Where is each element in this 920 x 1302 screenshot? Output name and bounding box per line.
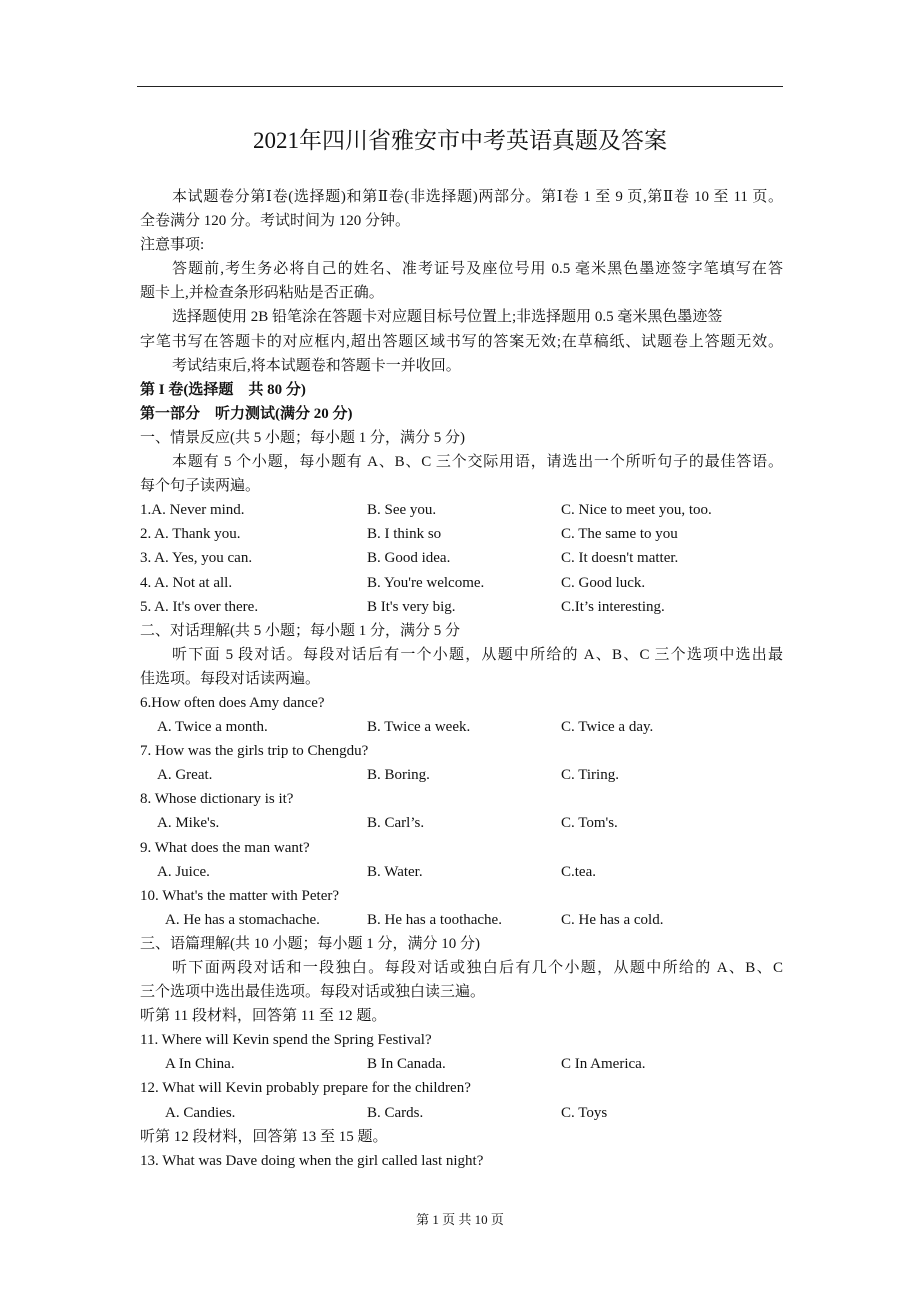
option-c: C. Toys — [561, 1104, 608, 1121]
option-a: A. Twice a month. — [157, 719, 268, 736]
question: 6.How often does Amy dance? — [140, 694, 325, 711]
intro-paragraph: 本试题卷分第Ⅰ卷(选择题)和第Ⅱ卷(非选择题)两部分。第Ⅰ卷 1 至 9 页,第Ⅱ卷 10 至 11 页。 — [172, 189, 783, 205]
option-a: 2. A. Thank you. — [140, 526, 241, 543]
section-instructions: 听下面 5 段对话。每段对话后有一个小题，从题中所给的 A、B、C 三个选项中选出最 — [172, 646, 783, 663]
option-b: B. Good idea. — [367, 550, 451, 567]
option-b: B. I think so — [367, 526, 442, 543]
option-c: C. Nice to meet you, too. — [561, 502, 712, 519]
section-instructions: 本题有 5 个小题，每小题有 A、B、C 三个交际用语，请选出一个所听句子的最佳答语。 — [172, 454, 783, 471]
page-title: 2021年四川省雅安市中考英语真题及答案 — [253, 128, 667, 153]
notice-item: 字笔书写在答题卡的对应框内,超出答题区域书写的答案无效;在草稿纸、试题卷上答题无效。 — [140, 333, 783, 350]
notice-item: 考试结束后,将本试题卷和答题卡一并收回。 — [172, 357, 461, 374]
option-a: A. Candies. — [165, 1104, 236, 1121]
option-a: A. Great. — [157, 767, 213, 784]
question: 13. What was Dave doing when the girl called last night? — [140, 1152, 484, 1169]
option-c: C.It’s interesting. — [561, 598, 665, 615]
section-heading: 二、对话理解(共 5 小题；每小题 1 分，满分 5 分 — [140, 622, 460, 639]
option-b: B It's very big. — [367, 598, 456, 615]
options-row — [140, 715, 783, 739]
section-heading: 一、情景反应(共 5 小题；每小题 1 分，满分 5 分) — [140, 429, 465, 446]
option-c: C. The same to you — [561, 526, 678, 543]
option-b: B. Water. — [367, 863, 423, 880]
options-row — [140, 571, 783, 595]
option-a: A. Juice. — [157, 863, 210, 880]
option-c: C. Good luck. — [561, 574, 646, 591]
options-row — [140, 522, 783, 546]
options-row — [140, 860, 783, 884]
notice-item: 答题前,考生务必将自己的姓名、准考证号及座位号用 0.5 毫米黑色墨迹签字笔填写在答 — [172, 261, 783, 278]
option-b: B. Cards. — [367, 1104, 424, 1121]
option-a: A. Mike's. — [157, 815, 220, 832]
options-row — [140, 908, 783, 932]
section-instructions: 听下面两段对话和一段独白。每段对话或独白后有几个小题，从题中所给的 A、B、C — [172, 960, 783, 976]
option-a: 4. A. Not at all. — [140, 574, 233, 591]
option-b: B. Boring. — [367, 767, 430, 784]
section-instructions: 每个句子读两遍。 — [140, 478, 261, 495]
question: 10. What's the matter with Peter? — [140, 887, 340, 904]
notice-item: 选择题使用 2B 铅笔涂在答题卡对应题目标号位置上;非选择题用 0.5 毫米黑色墨迹签 — [172, 309, 723, 326]
question: 7. How was the girls trip to Chengdu? — [140, 743, 369, 760]
option-b: B. See you. — [367, 502, 437, 519]
options-row — [140, 498, 783, 522]
options-row — [140, 595, 783, 619]
notice-item: 题卡上,并检查条形码粘贴是否正确。 — [140, 285, 384, 302]
page-footer: 第 1 页 共 10 页 — [416, 1212, 504, 1227]
options-row — [140, 1101, 783, 1125]
options-row — [140, 763, 783, 787]
option-a: A In China. — [165, 1056, 235, 1073]
option-a: 5. A. It's over there. — [140, 598, 259, 615]
section-heading: 三、语篇理解(共 10 小题；每小题 1 分，满分 10 分) — [140, 935, 480, 952]
notice-heading: 注意事项: — [140, 237, 205, 254]
question: 9. What does the man want? — [140, 839, 310, 856]
question: 11. Where will Kevin spend the Spring Festival? — [140, 1032, 432, 1049]
option-c: C. Tiring. — [561, 767, 619, 784]
material-note: 听第 12 段材料，回答第 13 至 15 题。 — [140, 1128, 388, 1145]
option-b: B. Twice a week. — [367, 719, 471, 736]
document-body — [140, 185, 783, 1173]
part-heading: 第一部分 听力测试(满分 20 分) — [140, 405, 353, 422]
header-rule — [137, 86, 783, 87]
option-a: 3. A. Yes, you can. — [140, 550, 253, 567]
option-c: C. Tom's. — [561, 815, 618, 832]
option-c: C. He has a cold. — [561, 911, 664, 928]
option-a: 1.A. Never mind. — [140, 502, 245, 519]
section-instructions: 佳选项。每段对话读两遍。 — [140, 670, 321, 687]
option-a: A. He has a stomachache. — [165, 911, 320, 928]
options-row — [140, 1052, 783, 1076]
option-c: C In America. — [561, 1056, 646, 1073]
material-note: 听第 11 段材料，回答第 11 至 12 题。 — [140, 1008, 387, 1025]
option-c: C. It doesn't matter. — [561, 550, 679, 567]
volume-heading: 第 I 卷(选择题 共 80 分) — [140, 381, 306, 398]
option-c: C. Twice a day. — [561, 719, 654, 736]
question: 12. What will Kevin probably prepare for the children? — [140, 1080, 471, 1097]
option-b: B. He has a toothache. — [367, 911, 502, 928]
question: 8. Whose dictionary is it? — [140, 791, 294, 808]
option-b: B. Carl’s. — [367, 815, 425, 832]
options-row — [140, 546, 783, 570]
option-c: C.tea. — [561, 863, 596, 880]
section-instructions: 三个选项中选出最佳选项。每段对话或独白读三遍。 — [140, 984, 486, 1001]
option-b: B. You're welcome. — [367, 574, 485, 591]
options-row — [140, 811, 783, 835]
intro-paragraph: 全卷满分 120 分。考试时间为 120 分钟。 — [140, 213, 411, 230]
option-b: B In Canada. — [367, 1056, 446, 1073]
